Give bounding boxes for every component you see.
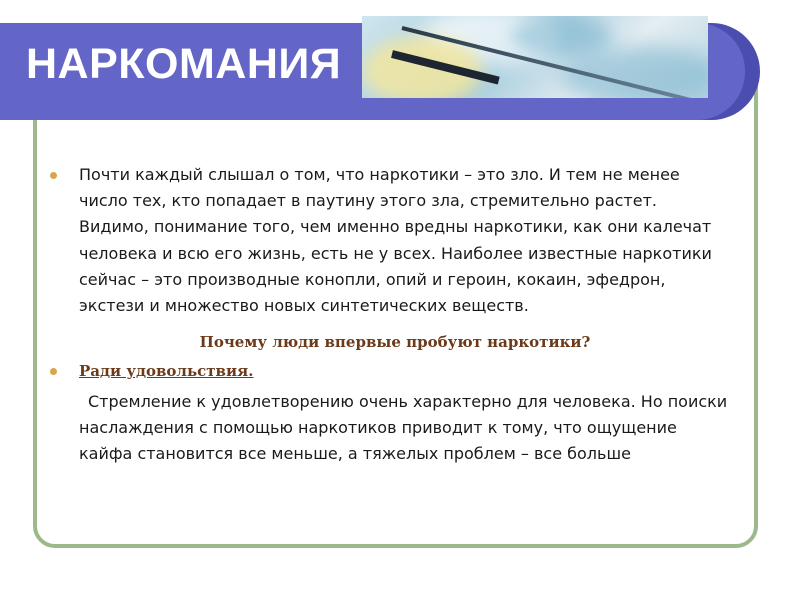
intro-bullet — [50, 162, 730, 319]
slide-title: НАРКОМАНИЯ — [26, 40, 342, 88]
reason-bullet — [50, 358, 730, 384]
intro-paragraph: Почти каждый слышал о том, что наркотики – это зло. И тем не менее число тех, кто попадает в паутину этого зла, стремительно растет. Видимо, понимание того, чем именно вредны наркотики, как они калечат человека и всю его жизнь, есть не у всех. Наиболее известные наркотики сейчас – это производные конопли, опий и героин, кокаин, эфедрон, экстези и множество новых синтетических веществ. — [79, 165, 712, 316]
bullet-dot-icon — [50, 172, 57, 179]
question-heading: Почему люди впервые пробуют наркотики? — [199, 333, 591, 352]
slide-body — [50, 162, 730, 467]
bullet-dot-icon — [50, 368, 57, 375]
reason-heading: Ради удовольствия. — [79, 362, 254, 381]
reason-paragraph: Стремление к удовлетворению очень характерно для человека. Но поиски наслаждения с помощью наркотиков приводит к тому, что ощущение кайфа становится все меньше, а тяжелых проблем – все больше — [79, 391, 728, 464]
syringe-photo — [362, 16, 708, 98]
